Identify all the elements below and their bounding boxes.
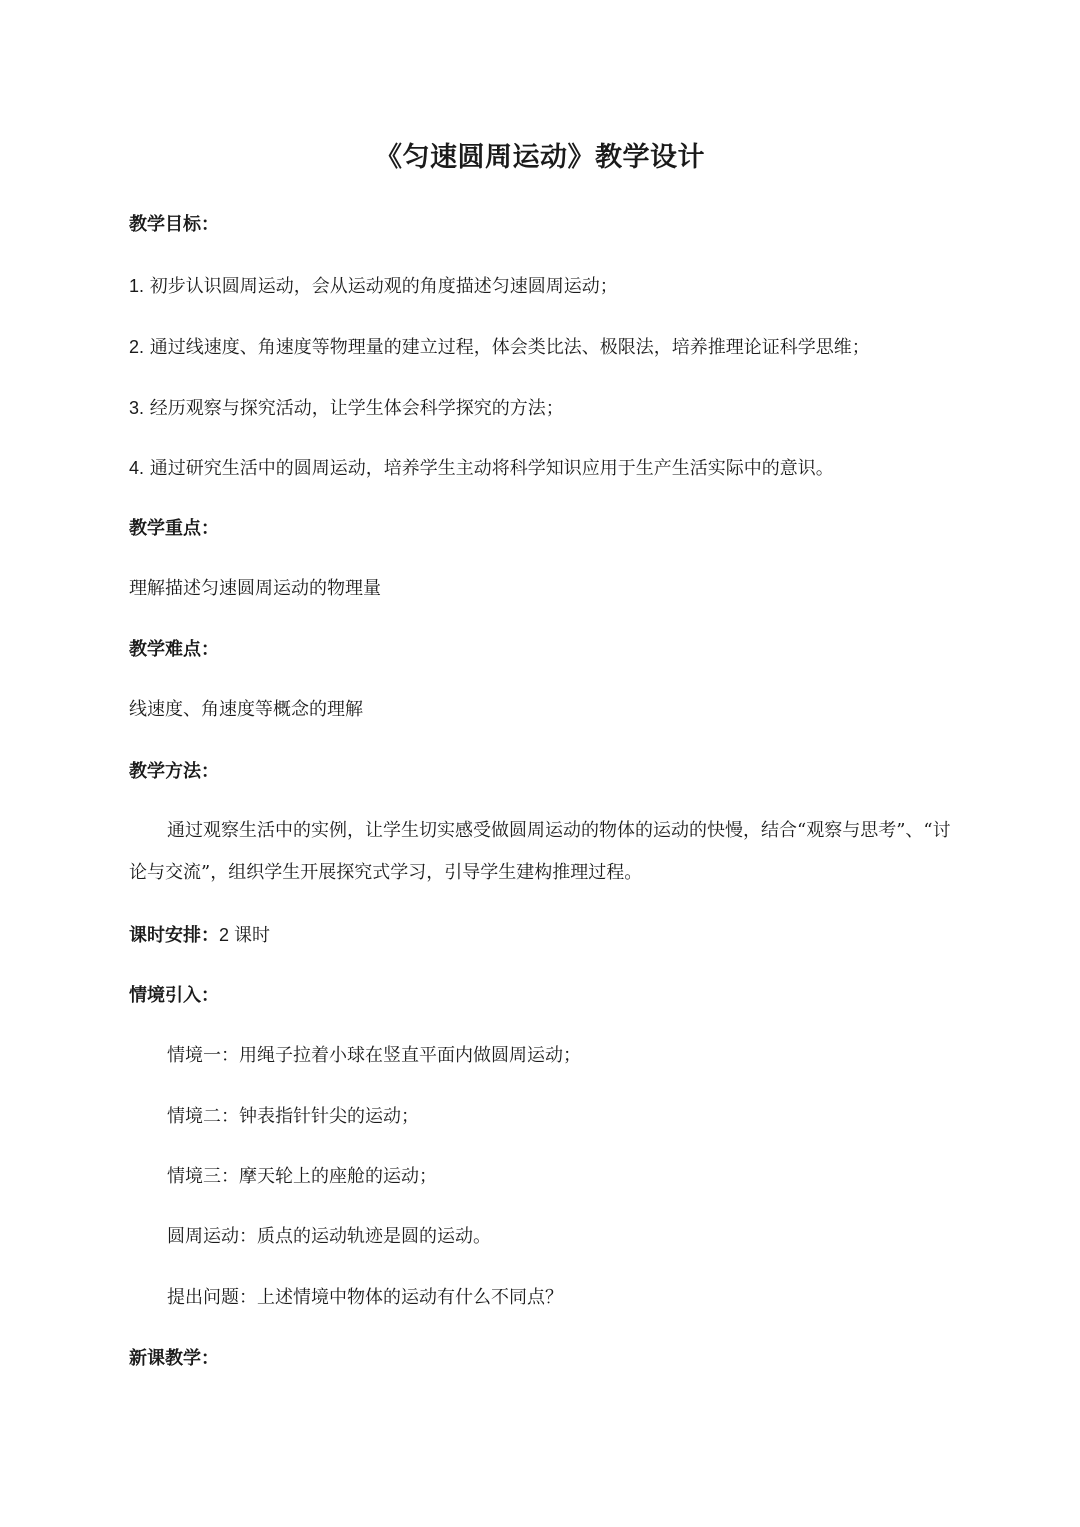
methods-heading: 教学方法： (129, 761, 219, 782)
intro-item-2: 情境二：钟表指针针尖的运动； (167, 1106, 419, 1127)
schedule-heading: 课时安排： (129, 925, 219, 946)
objective-number: 4. (129, 458, 145, 478)
schedule-line (129, 922, 270, 949)
document-title: 《匀速圆周运动》教学设计 (375, 142, 705, 173)
objective-item-2 (129, 334, 870, 361)
objective-number: 2. (129, 337, 145, 357)
objective-text: 通过研究生活中的圆周运动，培养学生主动将科学知识应用于生产生活实际中的意识。 (149, 458, 834, 479)
key-points-text: 理解描述匀速圆周运动的物理量 (129, 578, 381, 599)
intro-item-4: 圆周运动：质点的运动轨迹是圆的运动。 (167, 1226, 491, 1247)
new-lesson-heading: 新课教学： (129, 1348, 219, 1369)
objective-number: 1. (129, 276, 145, 296)
methods-paragraph: 通过观察生活中的实例，让学生切实感受做圆周运动的物体的运动的快慢，结合“观察与思考”、“讨论与交流”，组织学生开展探究式学习，引导学生建构推理过程。 (129, 820, 951, 883)
objective-text: 经历观察与探究活动，让学生体会科学探究的方法； (149, 398, 564, 419)
objective-number: 3. (129, 398, 145, 418)
objective-item-3 (129, 395, 564, 422)
objective-text: 初步认识圆周运动，会从运动观的角度描述匀速圆周运动； (149, 276, 618, 297)
difficulties-heading: 教学难点： (129, 639, 219, 660)
objectives-heading: 教学目标： (129, 214, 219, 235)
intro-item-3: 情境三：摩天轮上的座舱的运动； (167, 1166, 437, 1187)
objective-text: 通过线速度、角速度等物理量的建立过程，体会类比法、极限法，培养推理论证科学思维； (149, 337, 870, 358)
intro-item-1: 情境一：用绳子拉着小球在竖直平面内做圆周运动； (167, 1045, 581, 1066)
schedule-value: 2 课时 (219, 925, 271, 945)
key-points-heading: 教学重点： (129, 518, 219, 539)
intro-heading: 情境引入： (129, 985, 219, 1006)
difficulties-text: 线速度、角速度等概念的理解 (129, 699, 363, 720)
intro-item-5: 提出问题：上述情境中物体的运动有什么不同点？ (167, 1287, 563, 1308)
objective-item-1 (129, 273, 618, 300)
objective-item-4 (129, 455, 834, 482)
